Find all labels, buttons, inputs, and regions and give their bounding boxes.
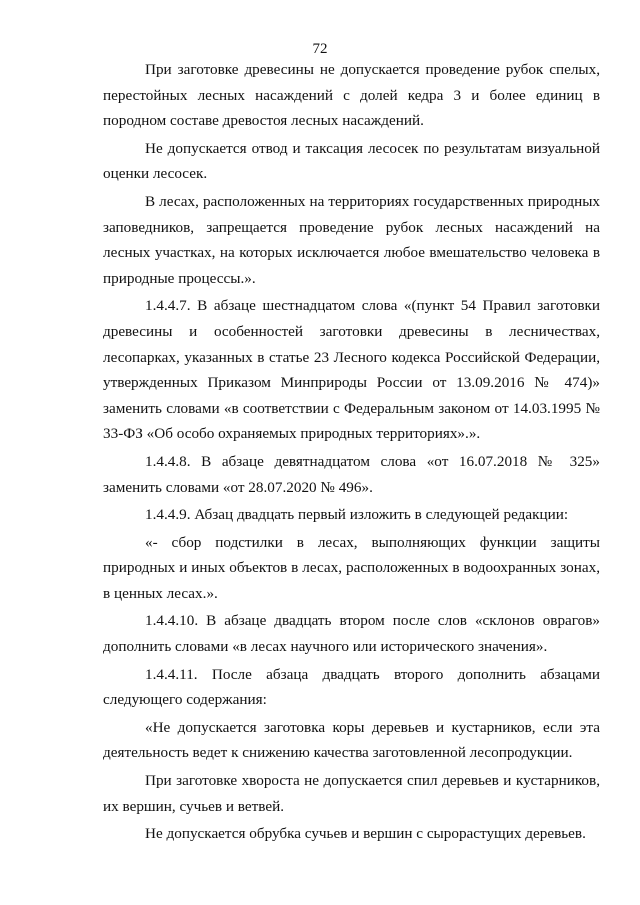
paragraph: 1.4.4.11. После абзаца двадцать второго дополнить абзацами следующего содержания:: [103, 665, 600, 709]
paragraph: «- сбор подстилки в лесах, выполняющих функции защиты природных и иных объектов в лесах, расположенных в водоохранных зонах, в ценных лесах.».: [103, 533, 600, 602]
paragraph: 1.4.4.9. Абзац двадцать первый изложить в следующей редакции:: [145, 506, 569, 524]
paragraph: Не допускается обрубка сучьев и вершин с сырорастущих деревьев.: [145, 825, 586, 843]
paragraph: При заготовке хвороста не допускается спил деревьев и кустарников, их вершин, сучьев и ветвей.: [103, 772, 600, 815]
paragraph: 1.4.4.7. В абзаце шестнадцатом слова «(пункт 54 Правил заготовки древесины и особенностей заготовки древесины в лесничествах, лесопарках, указанных в статье 23 Лесного кодекса Российской Федерации, утвержденных Приказом Минприроды России от 13.09.2016 № 474)» заменить словами «в соответствии с Федеральным законом от 14.03.1995 № 33-ФЗ «Об особо охраняемых природных территориях».».: [103, 297, 600, 443]
document-body: [103, 57, 600, 847]
paragraph: Не допускается отвод и таксация лесосек по результатам визуальной оценки лесосек.: [103, 139, 600, 183]
page-number: 72: [312, 41, 328, 57]
paragraph: 1.4.4.10. В абзаце двадцать втором после слов «склонов оврагов» дополнить словами «в лесах научного или исторического значения».: [103, 612, 600, 656]
paragraph: В лесах, расположенных на территориях государственных природных заповедников, запрещается проведение рубок лесных насаждений на лесных участках, на которых исключается любое вмешательство человека в природные процессы.».: [103, 192, 600, 287]
paragraph: «Не допускается заготовка коры деревьев и кустарников, если эта деятельность ведет к снижению качества заготовленной лесопродукции.: [103, 718, 600, 762]
paragraph: 1.4.4.8. В абзаце девятнадцатом слова «от 16.07.2018 № 325» заменить словами «от 28.07.2020 № 496».: [103, 452, 600, 496]
paragraph: При заготовке древесины не допускается проведение рубок спелых, перестойных лесных насаждений с долей кедра 3 и более единиц в породном составе древостоя лесных насаждений.: [103, 61, 600, 130]
